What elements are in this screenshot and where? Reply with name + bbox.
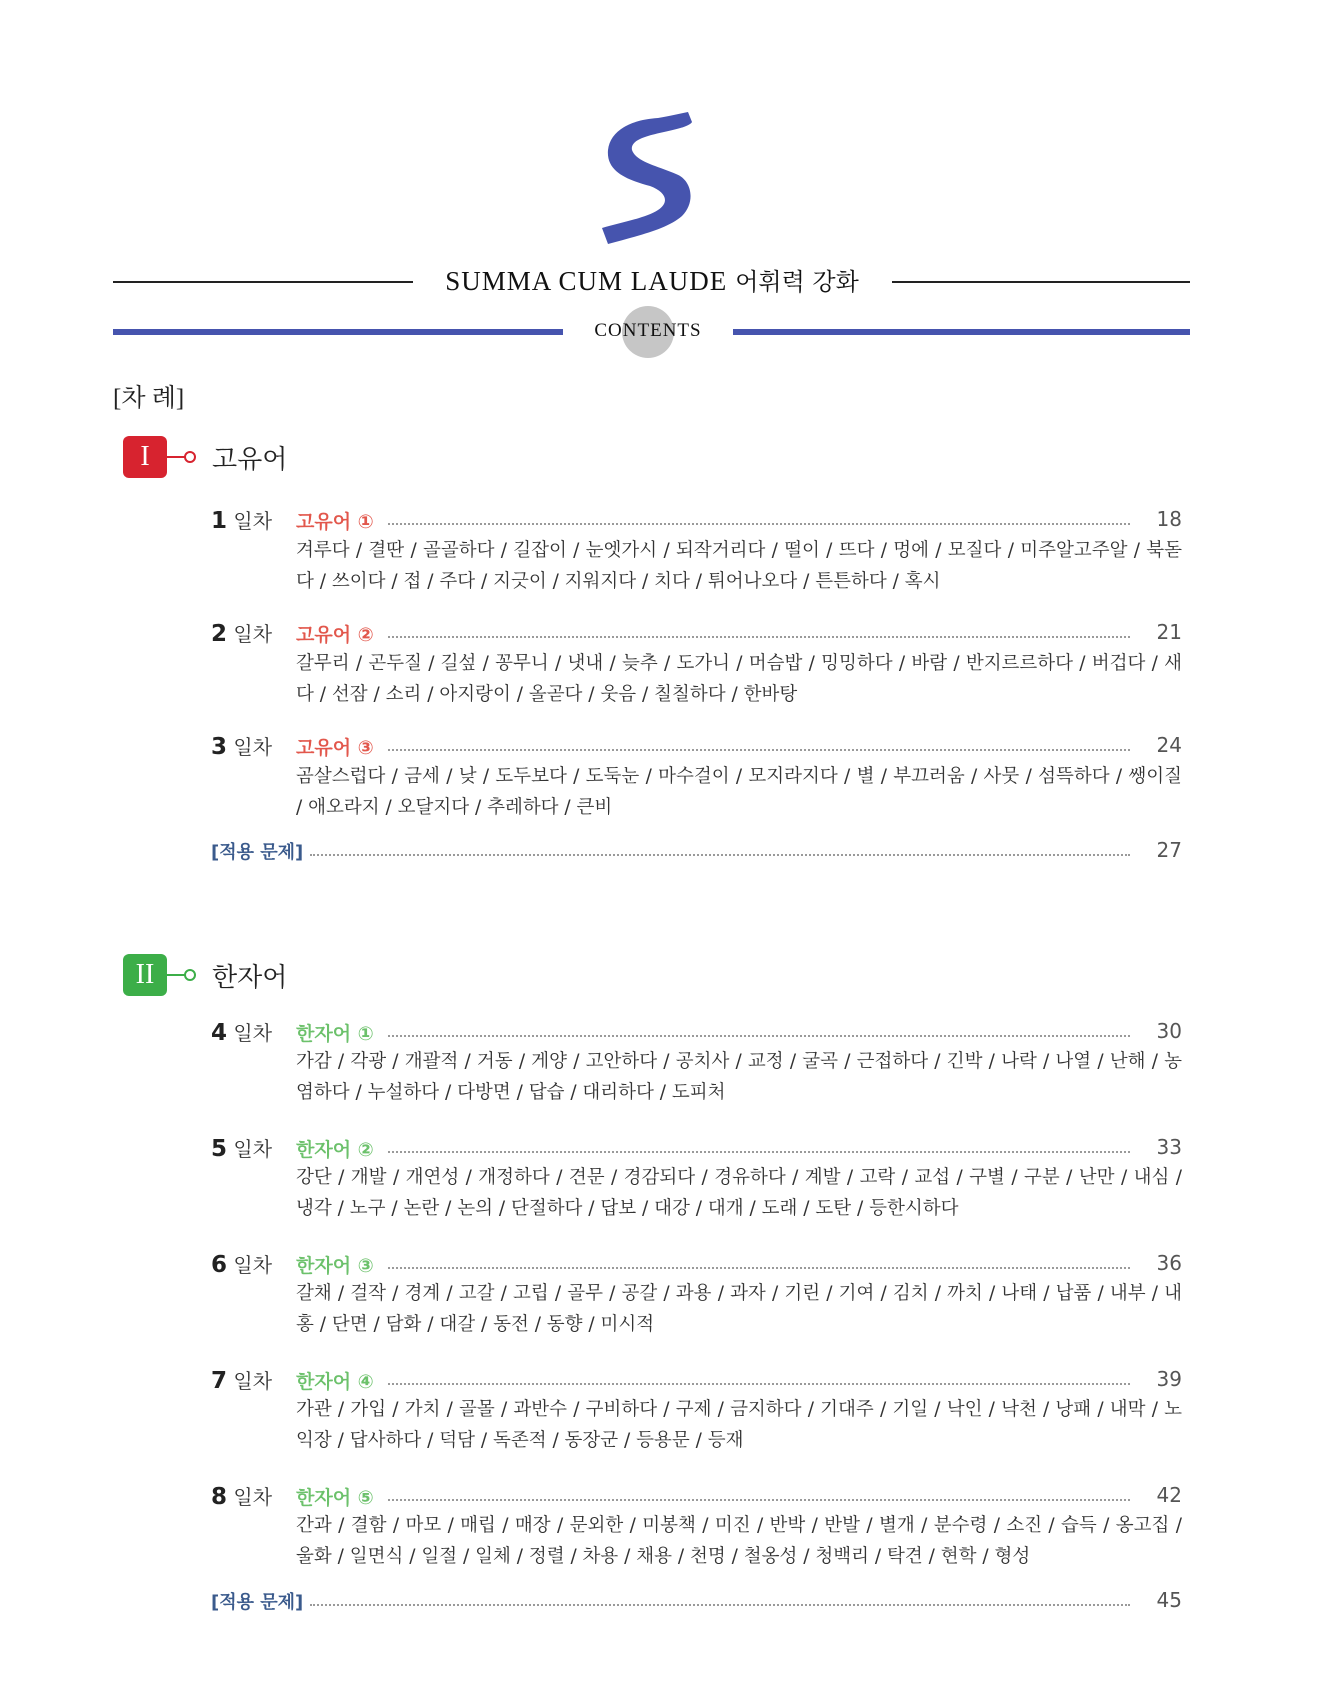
day-label [211,505,272,534]
part-numeral-1: I [140,441,150,472]
page-number: 27 [1156,838,1182,862]
page-number: 36 [1156,1251,1182,1275]
day-text: 일차 [233,1369,273,1393]
page-number: 33 [1156,1135,1182,1159]
section-title: 한자어 ③ [296,1255,374,1277]
day-label [211,1249,272,1278]
practice-label: [적용 문제] [211,842,304,863]
part-numeral-2: II [135,959,155,990]
day-number: 1 [211,508,228,534]
part-connector-2 [167,974,185,976]
day-text: 일차 [233,1021,273,1045]
summa-logo-icon [588,110,698,245]
part-badge-1 [123,436,167,478]
dot-leader [388,1485,1130,1501]
page-number: 39 [1156,1367,1182,1391]
day-label [211,1365,272,1394]
section-title: 한자어 ⑤ [296,1487,374,1509]
day-text: 일차 [233,509,273,533]
day-number: 8 [211,1484,228,1510]
day-text: 일차 [233,735,273,759]
dot-leader [310,1590,1130,1606]
dot-leader [388,509,1130,525]
section-title: 한자어 ④ [296,1371,374,1393]
part-dot-1 [184,451,196,463]
blue-rule-right [733,329,1190,335]
section-title: 고유어 ② [296,624,374,646]
day-number: 7 [211,1368,228,1394]
page-number: 18 [1156,507,1182,531]
dot-leader [388,1369,1130,1385]
part-title-1: 고유어 [212,445,288,475]
section-title: 한자어 ① [296,1023,374,1045]
day-text: 일차 [233,1137,273,1161]
day-text: 일차 [233,1485,273,1509]
page-number: 21 [1156,620,1182,644]
dot-leader [388,1253,1130,1269]
practice-label: [적용 문제] [211,1592,304,1613]
toc-heading: [차 례] [113,385,185,412]
section-title: 한자어 ② [296,1139,374,1161]
section-title: 고유어 ① [296,511,374,533]
day-number: 4 [211,1020,228,1046]
part-connector-1 [167,456,185,458]
dot-leader [388,735,1130,751]
day-label [211,1017,272,1046]
part-badge-2 [123,954,167,996]
day-number: 5 [211,1136,228,1162]
page-number: 42 [1156,1483,1182,1507]
dot-leader [388,1137,1130,1153]
day-text: 일차 [233,1253,273,1277]
page-number: 30 [1156,1019,1182,1043]
blue-rule-left [113,329,563,335]
title-rule-right [892,281,1190,283]
word-list: 간과 / 결함 / 마모 / 매립 / 매장 / 문외한 / 미봉책 / 미진 / 반박 / 반발 / 별개 / 분수령 / 소진 / 습득 / 옹고집 / 울화 / 일면식 / 일절 / 일체 / 정렬 / 차용 / 채용 / 천명 / 철옹성 / 청백리 / 탁견 / 현학 / 형성 [296,1515,1182,1567]
page-number: 45 [1156,1588,1182,1612]
dot-leader [388,1021,1130,1037]
book-title-ko: 어휘력 강화 [735,268,859,296]
word-list: 가감 / 각광 / 개괄적 / 거동 / 게양 / 고안하다 / 공치사 / 교정 / 굴곡 / 근접하다 / 긴박 / 나락 / 나열 / 난해 / 농염하다 / 누설하다 / 다방면 / 답습 / 대리하다 / 도피처 [296,1051,1182,1103]
day-number: 2 [211,621,228,647]
page-number: 24 [1156,733,1182,757]
day-label [211,618,272,647]
word-list: 갈무리 / 곤두질 / 길섶 / 꽁무니 / 냇내 / 늦추 / 도가니 / 머슴밥 / 밍밍하다 / 바람 / 반지르르하다 / 버겁다 / 새다 / 선잠 / 소리 / 아지랑이 / 올곧다 / 웃음 / 칠칠하다 / 한바탕 [296,653,1182,705]
word-list: 갈채 / 걸작 / 경계 / 고갈 / 고립 / 골무 / 공갈 / 과용 / 과자 / 기린 / 기여 / 김치 / 까치 / 나태 / 납품 / 내부 / 내홍 / 단면 / 담화 / 대갈 / 동전 / 동향 / 미시적 [296,1283,1182,1335]
dot-leader [388,622,1130,638]
dot-leader [310,840,1130,856]
book-title [412,262,892,297]
contents-label: CONTENTS [594,320,702,341]
day-number: 3 [211,734,228,760]
day-label [211,1133,272,1162]
word-list: 가관 / 가입 / 가치 / 골몰 / 과반수 / 구비하다 / 구제 / 금지하다 / 기대주 / 기일 / 낙인 / 낙천 / 낭패 / 내막 / 노익장 / 답사하다 / 덕담 / 독존적 / 동장군 / 등용문 / 등재 [296,1399,1182,1451]
day-label [211,1481,272,1510]
day-label [211,731,272,760]
word-list: 강단 / 개발 / 개연성 / 개정하다 / 견문 / 경감되다 / 경유하다 / 계발 / 고락 / 교섭 / 구별 / 구분 / 난만 / 내심 / 냉각 / 노구 / 논란 / 논의 / 단절하다 / 답보 / 대강 / 대개 / 도래 / 도탄 / 등한시하다 [296,1167,1182,1219]
book-title-en: SUMMA CUM LAUDE [445,266,728,296]
title-rule-left [113,281,413,283]
day-text: 일차 [233,622,273,646]
part-dot-2 [184,969,196,981]
part-title-2: 한자어 [212,963,288,993]
section-title: 고유어 ③ [296,737,374,759]
day-number: 6 [211,1252,228,1278]
word-list: 겨루다 / 결딴 / 골골하다 / 길잡이 / 눈엣가시 / 되작거리다 / 떨이 / 뜨다 / 멍에 / 모질다 / 미주알고주알 / 북돋다 / 쓰이다 / 접 / 주다 / 지긋이 / 지워지다 / 치다 / 튀어나오다 / 튼튼하다 / 혹시 [296,540,1182,592]
word-list: 곰살스럽다 / 금세 / 낮 / 도두보다 / 도둑눈 / 마수걸이 / 모지라지다 / 별 / 부끄러움 / 사뭇 / 섬뜩하다 / 쌩이질 / 애오라지 / 오달지다 / 추레하다 / 큰비 [296,766,1182,818]
